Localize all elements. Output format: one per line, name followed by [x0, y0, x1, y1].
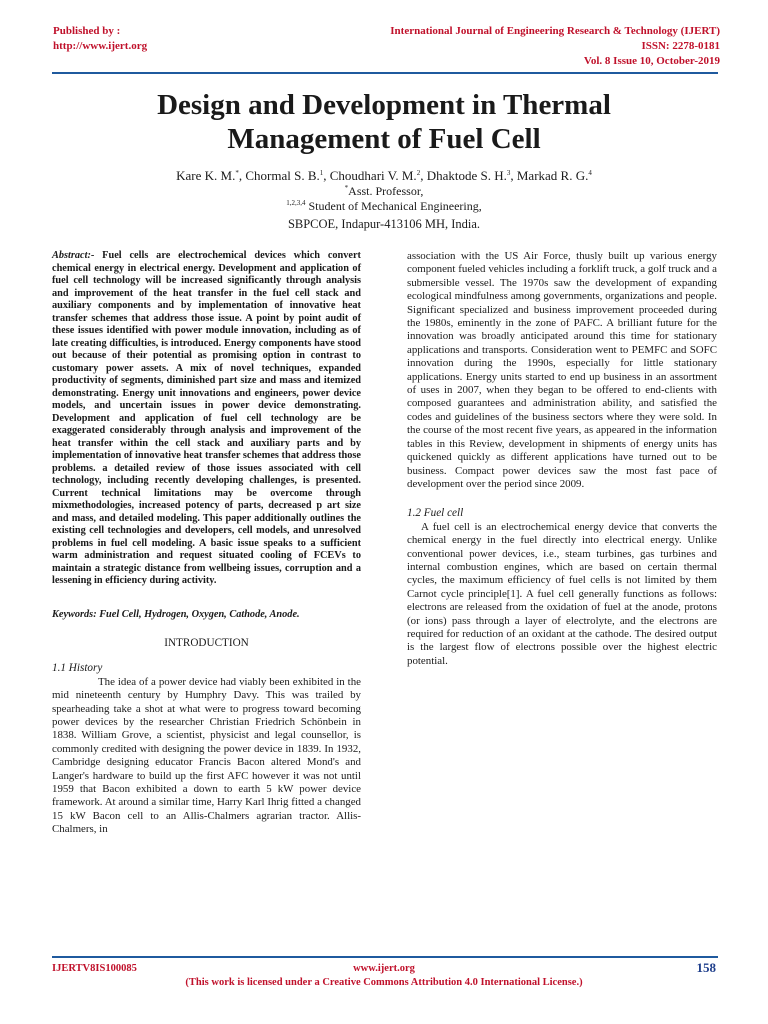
footer-url-link[interactable]: www.ijert.org	[353, 963, 415, 974]
author-mark: *	[235, 169, 239, 177]
footer-divider	[52, 956, 718, 958]
author-mark: 2	[416, 169, 421, 177]
abstract	[52, 250, 361, 588]
section-heading-introduction: INTRODUCTION	[164, 636, 249, 649]
affiliation-location: SBPCOE, Indapur-413106 MH, India.	[287, 217, 481, 231]
paper-title	[60, 88, 708, 156]
page-number: 158	[696, 960, 716, 975]
title-line-1: Design and Development in Thermal	[157, 89, 611, 121]
affiliation-text: Asst. Professor,	[348, 184, 424, 198]
publisher-label: Published by :	[53, 25, 121, 37]
header-journal-info	[390, 24, 720, 69]
right-column	[407, 250, 717, 668]
header-publisher	[53, 24, 147, 54]
author-name: Kare K. M.	[176, 168, 236, 183]
affiliation-professor	[60, 184, 708, 199]
journal-name: International Journal of Engineering Research & Technology (IJERT)	[390, 25, 720, 37]
author-mark: 3	[506, 169, 511, 177]
keywords: Keywords: Fuel Cell, Hydrogen, Oxygen, Cathode, Anode.	[52, 608, 300, 620]
author-name: , Dhaktode S. H.	[420, 168, 507, 183]
author-mark: 1	[319, 169, 324, 177]
author-name: , Chormal S. B.	[238, 168, 320, 183]
author-name: , Choudhari V. M.	[323, 168, 417, 183]
title-line-2: Management of Fuel Cell	[227, 123, 541, 155]
affiliation-text: Student of Mechanical Engineering,	[305, 199, 482, 213]
header-divider	[52, 72, 718, 74]
journal-volume: Vol. 8 Issue 10, October-2019	[583, 55, 720, 67]
author-mark: 4	[588, 169, 592, 177]
footer-license: (This work is licensed under a Creative Commons Attribution 4.0 International License.)	[185, 977, 583, 988]
author-list	[60, 167, 708, 184]
subsection-heading-history: 1.1 History	[52, 662, 103, 675]
left-column	[52, 250, 361, 837]
author-block	[60, 167, 708, 233]
affiliation-mark: 1,2,3,4	[286, 199, 306, 207]
abstract-text: - Fuel cells are electrochemical devices which convert chemical energy in electrical energy. Development and application of fuel cell technology will be increased significantly through analysis and improvement of the heat transfer in the fuel cell stack and auxiliary components and by implementation of innovative heat transfer schemes that address those issue. A point by point audit of these issues identified with power module innovation, including as of late creating difficulties, is introduced. Energy components have stood out because of their potential as promising option in contrast to customary power assets. A mix of novel techniques, expanded productivity of segments, diminished part size and mass and itemized demonstrating. Energy unit innovations and engineers, power device models, and uncertain issues in power device demonstrating. Development and application of fuel cell technology are be exaggerated considerably through analysis and improvement of the heat transfer within the cell stack and auxiliary parts and by implementation of innovative heat transfer schemes that address those problems. a detailed review of those issues associated with cell technology, including recently developing challenges, is presented. Current technical limitations may be overcome through mixmethodologies, increased potency of parts, decreased p art size and mass, and detailed modeling. This paper additionally outlines the existing cell technologies and developers, cell models, and unresolved problems in fuel cell modeling. A basic issue speaks to a sufficient warm administration and request situated cooling of FCEVs to maintain a strategic distance from wellbeing issues, corruption and a lessening in efficiency during activity.	[52, 250, 361, 586]
abstract-label: Abstract:	[52, 250, 91, 261]
publisher-url-link[interactable]: http://www.ijert.org	[53, 40, 148, 52]
fuel-cell-paragraph: A fuel cell is an electrochemical energy device that converts the chemical energy in the fuel directly into electrical energy. Unlike conventional power devices, i.e., steam turbines, gas turbines and internal combustion engines, which are based on certain thermal cycles, the maximum efficiency of fuel cells is not limited by them Carnot cycle principle[1]. A fuel cell generally functions as follows: electrons are released from the oxidation of fuel at the anode, protons (or ions) pass through a layer of electrolyte, and the electrons are required for reduction of an oxidant at the cathode. The desired output is the largest flow of electrons possible over the highest electric potential.	[407, 520, 717, 667]
footer-center	[0, 962, 768, 990]
affiliation-students	[60, 199, 708, 214]
journal-issn: ISSN: 2278-0181	[641, 40, 720, 52]
affiliation-mark: *	[344, 184, 349, 192]
history-paragraph: The idea of a power device had viably been exhibited in the mid nineteenth century by Humphry Davy. This was trailed by spearheading take a shot at what were to progress toward becoming power devices by the researcher Christian Friedrich Schönbein in 1838. William Grove, a scientist, physicist and legal counsellor, is commonly credited with designing the power device in 1839. In 1932, Cambridge designing educator Francis Bacon altered Mond's and Langer's hardware to build up the first AFC however it was not until 1959 that Bacon exhibited a down to earth 5 kW power device framework. At around a similar time, Harry Karl Ihrig fitted a changed 15 kW Bacon cell to an Allis-Chalmers agrarian tractor. Allis-Chalmers, in	[52, 675, 361, 836]
footer-paper-id: IJERTV8IS100085	[52, 963, 137, 974]
subsection-heading-fuel-cell: 1.2 Fuel cell	[407, 507, 464, 520]
history-continued-paragraph: association with the US Air Force, thusly built up various energy component fueled vehicles including a forklift truck, a golf truck and a submersible vessel. The 1970s saw the development of expanding ecological mindfulness among governments, organizations and people. Significant specialized and business improvement proceeded during the 1980s, eminently in the zone of PAFC. A brilliant future for the innovation was broadly anticipated around this time for stationary applications and transports. Consideration went to PEMFC and SOFC innovation during the 1990s, especially for little stationary applications. Energy units started to end up business in an assortment of uses in 2007, when they began to be offered to end-clients with composed guarantees and administration ability, and satisfied the codes and guidelines of the business sectors where they were sold. In the course of the most recent five years, as appeared in the information tables in this Review, development in shipments of energy units has quickened quickly as different applications have turned out to be business. Compact power devices saw the most fast pace of development over the period since 2009.	[407, 250, 717, 490]
author-name: , Markad R. G.	[510, 168, 589, 183]
